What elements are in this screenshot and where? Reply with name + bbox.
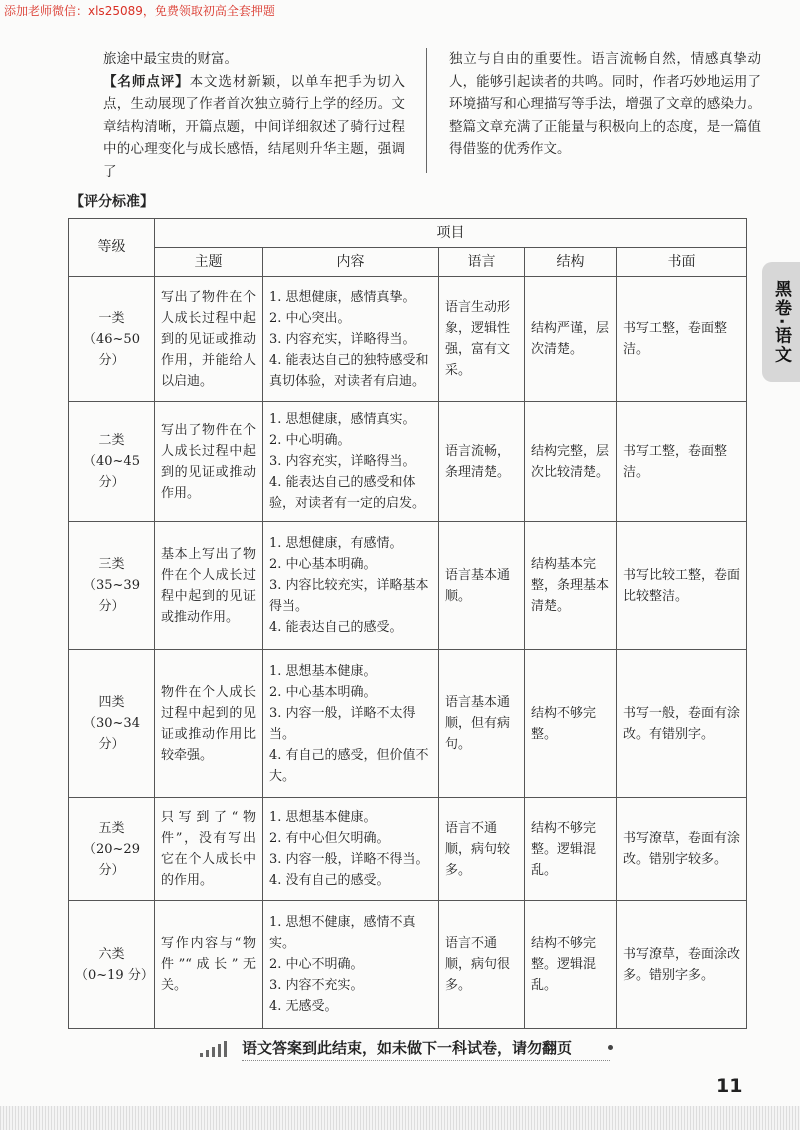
content-item: 3. 内容不充实。 (269, 978, 364, 993)
level-range: （35~39 分） (83, 578, 140, 614)
bar-graphic-icon (200, 1041, 236, 1057)
content-item: 2. 中心基本明确。 (269, 684, 377, 700)
content-cell (263, 402, 439, 522)
subject-side-tab: 黑卷·语文 (762, 262, 800, 382)
essay-tail: 旅途中最宝贵的财富。 (103, 51, 238, 67)
table-row (69, 798, 747, 901)
content-item: 1. 思想健康，感情真挚。 (269, 289, 416, 305)
header-level: 等级 (69, 219, 155, 277)
level-range: （46~50 分） (83, 331, 140, 368)
content-item: 4. 能表达自己的独特感受和真切体验，对读者有启迪。 (269, 352, 429, 389)
page-number: 11 (716, 1075, 743, 1097)
writing-cell: 书写工整，卷面整洁。 (617, 277, 747, 402)
content-cell (263, 650, 439, 798)
writing-cell: 书写潦草，卷面有涂改。错别字较多。 (617, 798, 747, 901)
content-item: 4. 能表达自己的感受和体验，对读者有一定的启发。 (269, 475, 426, 511)
level-range: （40~45 分） (83, 454, 140, 490)
language-cell: 语言不通顺，病句较多。 (439, 798, 525, 901)
content-cell (263, 901, 439, 1029)
language-cell: 语言不通顺，病句很多。 (439, 901, 525, 1029)
footer-dotted-line (242, 1060, 610, 1061)
level-cell (69, 522, 155, 650)
level-name: 三类 (98, 557, 125, 572)
content-item: 2. 有中心但欠明确。 (269, 831, 390, 846)
content-item: 2. 中心明确。 (269, 433, 351, 448)
language-cell: 语言流畅，条理清楚。 (439, 402, 525, 522)
teacher-comment-left (103, 71, 405, 184)
structure-cell: 结构不够完整。逻辑混乱。 (525, 798, 617, 901)
table-row (69, 901, 747, 1029)
structure-cell: 结构完整，层次比较清楚。 (525, 402, 617, 522)
header-items: 项目 (155, 219, 747, 248)
content-item: 4. 能表达自己的感受。 (269, 620, 403, 635)
content-cell (263, 522, 439, 650)
content-item: 1. 思想基本健康。 (269, 663, 377, 679)
footer-note (200, 1035, 620, 1063)
level-cell (69, 277, 155, 402)
theme-cell: 只写到了“物件”，没有写出它在个人成长中的作用。 (155, 798, 263, 901)
content-item: 1. 思想不健康，感情不真实。 (269, 915, 416, 951)
content-item: 2. 中心突出。 (269, 310, 351, 326)
header-language: 语言 (439, 248, 525, 277)
structure-cell: 结构基本完整，条理基本清楚。 (525, 522, 617, 650)
language-cell: 语言基本通顺。 (439, 522, 525, 650)
theme-cell: 写作内容与“物件”“成长”无关。 (155, 901, 263, 1029)
content-item: 4. 没有自己的感受。 (269, 873, 390, 888)
writing-cell: 书写一般，卷面有涂改。有错别字。 (617, 650, 747, 798)
level-name: 五类 (98, 820, 125, 836)
teacher-comment-label: 【名师点评】 (103, 73, 190, 90)
language-cell: 语言基本通顺，但有病句。 (439, 650, 525, 798)
theme-cell: 写出了物件在个人成长过程中起到的见证或推动作用。 (155, 402, 263, 522)
structure-cell: 结构不够完整。 (525, 650, 617, 798)
writing-cell: 书写比较工整，卷面比较整洁。 (617, 522, 747, 650)
theme-cell: 写出了物件在个人成长过程中起到的见证或推动作用，并能给人以启迪。 (155, 277, 263, 402)
level-range: （0~19 分） (75, 967, 154, 983)
watermark-text: 添加老师微信：xls25089，免费领取初高全套押题 (4, 4, 275, 18)
level-range: （20~29 分） (83, 841, 140, 878)
teacher-comment-right-text: 独立与自由的重要性。语言流畅自然，情感真挚动人，能够引起读者的共鸣。同时，作者巧妙地运用了环境描写和心理描写等手法，增强了文章的感染力。整篇文章充满了正能量与积极向上的态度，是一篇值得借鉴的优秀作文。 (449, 51, 761, 157)
level-cell (69, 402, 155, 522)
level-name: 六类 (98, 946, 125, 962)
level-name: 四类 (98, 695, 125, 710)
column-divider (426, 48, 427, 173)
bottom-edge-texture (0, 1106, 800, 1130)
footer-note-text: 语文答案到此结束，如未做下一科试卷，请勿翻页 (242, 1039, 573, 1057)
header-structure: 结构 (525, 248, 617, 277)
table-row (69, 277, 747, 402)
content-item: 3. 内容充实，详略得当。 (269, 331, 416, 347)
theme-cell: 基本上写出了物件在个人成长过程中起到的见证或推动作用。 (155, 522, 263, 650)
content-item: 4. 无感受。 (269, 999, 338, 1014)
content-item: 3. 内容比较充实，详略基本得当。 (269, 578, 429, 614)
level-cell (69, 901, 155, 1029)
content-item: 1. 思想健康，感情真实。 (269, 412, 416, 427)
content-cell (263, 798, 439, 901)
content-item: 1. 思想健康，有感情。 (269, 536, 403, 551)
header-theme: 主题 (155, 248, 263, 277)
content-item: 3. 内容一般，详略不太得当。 (269, 705, 416, 742)
grading-table (68, 218, 747, 1029)
commentary-left-column (103, 48, 405, 183)
content-item: 2. 中心基本明确。 (269, 557, 377, 572)
footer-dot-icon (608, 1045, 613, 1050)
content-item: 3. 内容一般，详略不得当。 (269, 852, 429, 867)
teacher-comment-left-text: 本文选材新颖，以单车把手为切入点，生动展现了作者首次独立骑行上学的经历。文章结构清晰，开篇点题，中间详细叙述了骑行过程中的心理变化与成长感悟，结尾则升华主题，强调了 (103, 73, 406, 180)
section-title: 【评分标准】 (70, 194, 154, 210)
table-row (69, 650, 747, 798)
header-writing: 书面 (617, 248, 747, 277)
theme-cell: 物件在个人成长过程中起到的见证或推动作用比较牵强。 (155, 650, 263, 798)
content-item: 1. 思想基本健康。 (269, 810, 377, 825)
commentary-section (103, 48, 763, 178)
header-content: 内容 (263, 248, 439, 277)
table-row (69, 522, 747, 650)
writing-cell: 书写潦草，卷面涂改多。错别字多。 (617, 901, 747, 1029)
level-range: （30~34 分） (83, 716, 140, 752)
level-name: 一类 (98, 310, 125, 326)
content-item: 3. 内容充实，详略得当。 (269, 454, 416, 469)
level-cell (69, 650, 155, 798)
content-item: 2. 中心不明确。 (269, 957, 364, 972)
level-name: 二类 (98, 433, 125, 448)
structure-cell: 结构不够完整。逻辑混乱。 (525, 901, 617, 1029)
structure-cell: 结构严谨，层次清楚。 (525, 277, 617, 402)
table-row (69, 402, 747, 522)
level-cell (69, 798, 155, 901)
content-cell (263, 277, 439, 402)
content-item: 4. 有自己的感受，但价值不大。 (269, 747, 429, 784)
language-cell: 语言生动形象，逻辑性强，富有文采。 (439, 277, 525, 402)
writing-cell: 书写工整，卷面整洁。 (617, 402, 747, 522)
